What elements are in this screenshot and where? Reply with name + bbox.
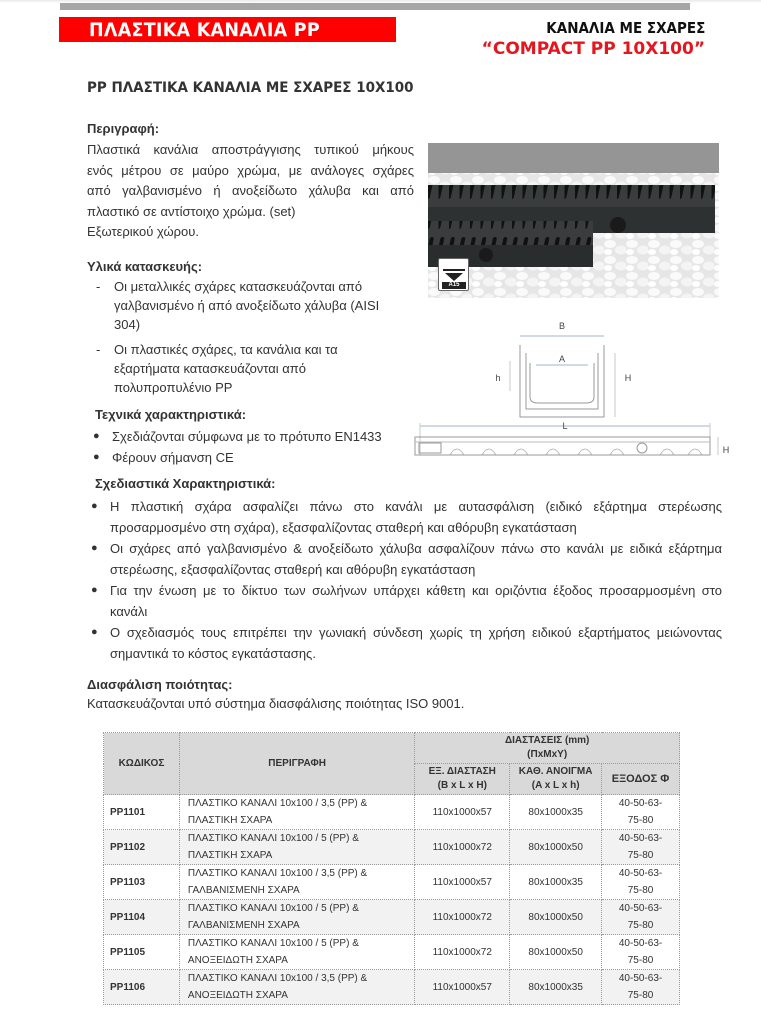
description-line-1: ΠΛΑΣΤΙΚΟ ΚΑΝΑΛΙ 10x100 / 5 (PP) &	[187, 833, 359, 844]
inner-opening-value: 80x1000x35	[528, 876, 583, 888]
description-line-2: ΑΝΟΞΕΙΔΩΤΗ ΣΧΑΡΑ	[187, 955, 288, 966]
table-row	[104, 935, 680, 970]
materials-item: - Οι πλαστικές σχάρες, τα κανάλια και τα εξαρτήματα κατασκευάζονται από πολυπροπυλένιο PP	[96, 340, 396, 397]
design-item	[86, 496, 722, 538]
design-item-text: Για την ένωση με το δίκτυο των σωλήνων υπάρχει κάθετη και οριζόντια έξοδος προσαρμοσμένη στο κανάλι	[110, 583, 722, 619]
description-extra: Εξωτερικού χώρου.	[87, 224, 199, 239]
outer-dimension-value: 110x1000x72	[432, 911, 492, 923]
outer-dimension-value: 110x1000x57	[432, 981, 492, 993]
header-dimensions	[415, 733, 680, 764]
cell-description	[179, 830, 414, 865]
product-title-block	[482, 19, 705, 59]
cell-code	[104, 830, 180, 865]
cell-outlet	[602, 795, 680, 830]
dim-label-b: B	[558, 321, 566, 331]
header-inner-opening	[510, 764, 602, 795]
cell-code	[104, 795, 180, 830]
cell-outer-dimension	[415, 830, 510, 865]
description-line-1: ΠΛΑΣΤΙΚΟ ΚΑΝΑΛΙ 10x100 / 5 (PP) &	[187, 938, 359, 949]
bullet-icon: ●	[91, 626, 98, 638]
outlet-line-1: 40-50-63-	[618, 798, 663, 809]
cell-outer-dimension	[415, 865, 510, 900]
description-line-2: ΑΝΟΞΕΙΔΩΤΗ ΣΧΑΡΑ	[187, 990, 288, 1001]
bullet-icon: ●	[91, 584, 98, 596]
cell-outer-dimension	[415, 970, 510, 1005]
product-code: PP1102	[110, 841, 146, 853]
product-family-title: ΚΑΝΑΛΙΑ ΜΕ ΣΧΑΡΕΣ	[545, 19, 705, 37]
header-gray-bar	[60, 3, 690, 10]
technical-item-text: Σχεδιάζονται σύμφωνα με το πρότυπο EN1433	[112, 429, 382, 444]
description-line-1: ΠΛΑΣΤΙΚΟ ΚΑΝΑΛΙ 10x100 / 3,5 (PP) &	[187, 868, 368, 879]
technical-item	[88, 447, 408, 468]
cell-inner-opening	[510, 935, 602, 970]
cell-code	[104, 935, 180, 970]
load-class-icon	[438, 258, 469, 291]
description-line: Πλαστικά κανάλια αποστράγγισης τυπικού μήκους	[87, 142, 414, 157]
cell-inner-opening	[510, 865, 602, 900]
outlet-line-1: 40-50-63-	[618, 833, 663, 844]
materials-item: - Οι μεταλλικές σχάρες κατασκευάζονται από γαλβανισμένο ή από ανοξείδωτο χάλυβα (AISI 304)	[96, 277, 396, 334]
bullet-icon: ●	[93, 430, 100, 442]
cell-outlet	[602, 830, 680, 865]
dimension-diagram	[410, 315, 740, 465]
outlet-line-2: 75-80	[627, 990, 654, 1001]
inner-opening-value: 80x1000x50	[528, 911, 583, 923]
table-row	[104, 865, 680, 900]
cell-inner-opening	[510, 900, 602, 935]
quality-title: Διασφάλιση ποιότητας:	[87, 677, 233, 692]
table-row	[104, 795, 680, 830]
page-title: PP ΠΛΑΣΤΙΚΑ ΚΑΝΑΛΙΑ ΜΕ ΣΧΑΡΕΣ 10X100	[87, 80, 414, 96]
dim-label-h-inner: h	[495, 373, 501, 383]
header-outer-title: ΕΞ. ΔΙΑΣΤΑΣΗ	[428, 766, 496, 777]
description-text	[87, 140, 414, 222]
product-spec-table	[103, 732, 680, 1005]
product-code: PP1104	[110, 911, 146, 923]
description-line-2: ΠΛΑΣΤΙΚΗ ΣΧΑΡΑ	[187, 850, 273, 861]
dim-label-a: A	[558, 354, 566, 364]
cell-description	[179, 900, 414, 935]
design-item-text: Οι σχάρες από γαλβανισμένο & ανοξείδωτο χάλυβα ασφαλίζουν πάνω στο κανάλι με ειδικά εξάρτημα στερέωσης, εξασφαλίζοντας σταθερή και αθόρυβη εγκατάσταση	[110, 541, 722, 577]
design-item	[86, 538, 722, 580]
header-code: ΚΩΔΙΚΟΣ	[104, 733, 180, 795]
cell-inner-opening	[510, 970, 602, 1005]
outlet-line-1: 40-50-63-	[618, 973, 663, 984]
header-inner-title: ΚΑΘ. ΑΝΟΙΓΜΑ	[518, 766, 593, 777]
design-title: Σχεδιαστικά Χαρακτηριστικά:	[95, 476, 276, 491]
design-item	[86, 580, 722, 622]
bullet-icon: ●	[93, 451, 100, 463]
dim-label-h-outer: H	[624, 373, 632, 383]
cell-description	[179, 970, 414, 1005]
outlet-line-2: 75-80	[627, 955, 654, 966]
description-line: ενός μέτρου σε μαύρο χρώμα, με ανάλογες σχάρες	[87, 162, 414, 178]
header-description: ΠΕΡΙΓΡΑΦΗ	[179, 733, 414, 795]
outlet-line-2: 75-80	[627, 850, 654, 861]
cell-code	[104, 970, 180, 1005]
header-dimensions-units: (ΠxΜxΥ)	[527, 749, 568, 760]
outlet-line-1: 40-50-63-	[618, 938, 663, 949]
cell-outer-dimension	[415, 900, 510, 935]
cell-code	[104, 900, 180, 935]
inner-opening-value: 80x1000x35	[528, 806, 583, 818]
cell-description	[179, 865, 414, 900]
outlet-line-1: 40-50-63-	[618, 868, 663, 879]
bullet-icon: ●	[91, 500, 98, 512]
channel-photo-illustration	[428, 143, 719, 298]
outer-dimension-value: 110x1000x72	[432, 841, 492, 853]
description-title: Περιγραφή:	[87, 121, 160, 136]
cell-inner-opening	[510, 830, 602, 865]
outlet-line-2: 75-80	[627, 920, 654, 931]
outer-dimension-value: 110x1000x57	[432, 876, 492, 888]
description-line: από γαλβανισμένο ή ανοξείδωτο χάλυβα και από	[87, 183, 414, 198]
product-code: PP1106	[110, 981, 146, 993]
dim-label-l: L	[562, 421, 568, 431]
table-header-row	[104, 733, 680, 764]
product-code: PP1103	[110, 876, 146, 888]
table-row	[104, 830, 680, 865]
materials-list	[96, 277, 396, 403]
bullet-icon: ●	[91, 542, 98, 554]
outlet-line-2: 75-80	[627, 885, 654, 896]
description-line-2: ΠΛΑΣΤΙΚΗ ΣΧΑΡΑ	[187, 815, 273, 826]
technical-title: Τεχνικά χαρακτηριστικά:	[95, 407, 247, 422]
outer-dimension-value: 110x1000x57	[432, 806, 492, 818]
cell-outlet	[602, 970, 680, 1005]
design-list	[86, 496, 722, 664]
product-code: PP1101	[110, 806, 146, 818]
description-line-2: ΓΑΛΒΑΝΙΣΜΕΝΗ ΣΧΑΡΑ	[187, 885, 300, 896]
design-item	[86, 622, 722, 664]
cell-outer-dimension	[415, 795, 510, 830]
cell-description	[179, 935, 414, 970]
header-inner-formula: (A x L x h)	[531, 780, 580, 791]
outer-dimension-value: 110x1000x72	[432, 946, 492, 958]
description-line-1: ΠΛΑΣΤΙΚΟ ΚΑΝΑΛΙ 10x100 / 5 (PP) &	[187, 903, 359, 914]
materials-title: Υλικά κατασκευής:	[87, 259, 203, 274]
inner-opening-value: 80x1000x50	[528, 841, 583, 853]
cell-outer-dimension	[415, 935, 510, 970]
header-outlet: ΕΞΟΔΟΣ Φ	[602, 764, 680, 795]
category-banner-title: ΠΛΑΣΤΙΚΑ ΚΑΝΑΛΙΑ PP	[89, 19, 320, 41]
table-row	[104, 970, 680, 1005]
description-line-1: ΠΛΑΣΤΙΚΟ ΚΑΝΑΛΙ 10x100 / 3,5 (PP) &	[187, 798, 368, 809]
outlet-line-1: 40-50-63-	[618, 903, 663, 914]
load-class-badge: A15	[442, 282, 466, 289]
product-model-title: “COMPACT PP 10X100”	[481, 39, 705, 59]
inner-opening-value: 80x1000x35	[528, 981, 583, 993]
header-outer-dimension	[415, 764, 510, 795]
inner-opening-value: 80x1000x50	[528, 946, 583, 958]
description-line-2: ΓΑΛΒΑΝΙΣΜΕΝΗ ΣΧΑΡΑ	[187, 920, 300, 931]
cell-code	[104, 865, 180, 900]
dim-label-h-side: H	[722, 445, 730, 455]
cell-inner-opening	[510, 795, 602, 830]
cell-outlet	[602, 900, 680, 935]
cell-outlet	[602, 865, 680, 900]
quality-text: Κατασκευάζονται υπό σύστημα διασφάλισης ποιότητας ISO 9001.	[87, 696, 465, 711]
cell-description	[179, 795, 414, 830]
technical-list	[88, 426, 408, 468]
product-photo	[428, 143, 719, 298]
design-item-text: Η πλαστική σχάρα ασφαλίζει πάνω στο κανάλι με αυτασφάλιση (ειδικό εξάρτημα στερέωσης προσαρμοσμένο στη σχάρα), εξασφαλίζοντας σταθερή και αθόρυβη εγκατάσταση	[110, 499, 722, 535]
cell-outlet	[602, 935, 680, 970]
header-outer-formula: (B x L x H)	[437, 780, 487, 791]
product-code: PP1105	[110, 946, 146, 958]
header-dimensions-title: ΔΙΑΣΤΑΣΕΙΣ (mm)	[504, 735, 590, 746]
table-row	[104, 900, 680, 935]
description-line: πλαστικό σε αντίστοιχο χρώμα. (set)	[87, 203, 296, 219]
technical-item	[88, 426, 408, 447]
description-line-1: ΠΛΑΣΤΙΚΟ ΚΑΝΑΛΙ 10x100 / 3,5 (PP) &	[187, 973, 368, 984]
outlet-line-2: 75-80	[627, 815, 654, 826]
design-item-text: Ο σχεδιασμός τους επιτρέπει την γωνιακή σύνδεση χωρίς τη χρήση ειδικού εξαρτήματος μειώνοντας σημαντικά το κόστος εγκατάστασης.	[110, 625, 722, 661]
technical-item-text: Φέρουν σήμανση CE	[112, 450, 234, 465]
category-banner	[59, 17, 396, 42]
